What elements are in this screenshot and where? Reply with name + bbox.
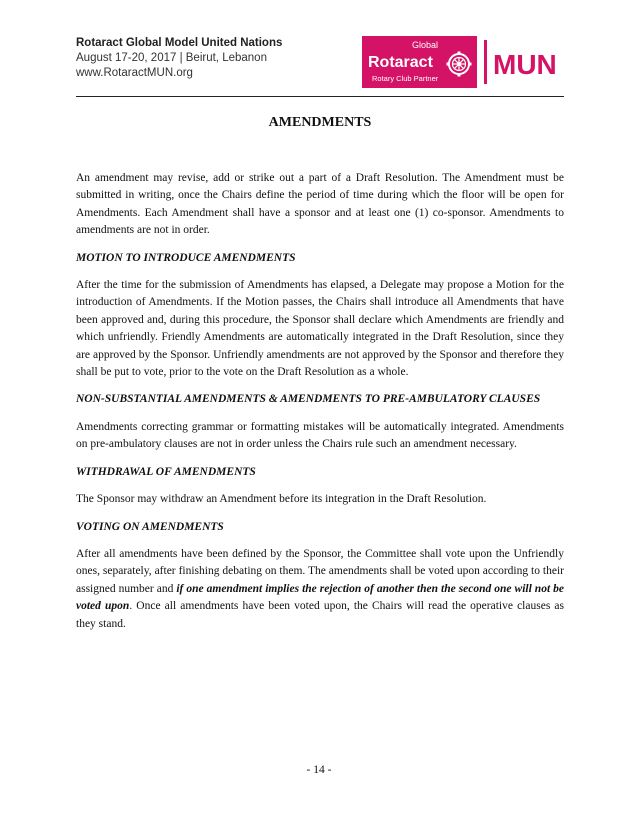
section-text-voting [76, 546, 564, 633]
rotaract-mun-logo [362, 36, 562, 88]
organization-info [76, 36, 282, 81]
page-title: AMENDMENTS [268, 115, 372, 130]
section-text-withdrawal: The Sponsor may withdraw an Amendment before its integration in the Draft Resolution. [76, 493, 487, 506]
section-text-motion: After the time for the submission of Amendments has elapsed, a Delegate may propose a Motion for the introduction of Amendments. If the Motion passes, the Chairs shall introduce all Amendments that have been approved and, during this procedure, the Sponsor shall declare which Amendments are friendly and which unfriendly. Friendly Amendments are automatically integrated in the Draft Resolution, since they are approved by the Sponsor. Unfriendly amendments are not approved by the Sponsor and therefore they shall be put to vote, prior to the vote on the Draft Resolution as a whole. [76, 279, 564, 379]
organization-name: Rotaract Global Model United Nations [76, 37, 283, 49]
header-divider [76, 96, 564, 97]
voting-text-emphasis: if one amendment implies the rejection of another then the second one will not be voted upon [76, 582, 564, 613]
section-heading-motion: MOTION TO INTRODUCE AMENDMENTS [76, 251, 296, 264]
logo-global-text: Global [412, 40, 439, 50]
website-link[interactable]: www.RotaractMUN.org [76, 67, 193, 79]
section-heading-non-substantial: NON-SUBSTANTIAL AMENDMENTS & AMENDMENTS TO PRE-AMBULATORY CLAUSES [76, 393, 541, 406]
event-date-location: August 17-20, 2017 | Beirut, Lebanon [76, 52, 267, 64]
intro-paragraph: An amendment may revise, add or strike out a part of a Draft Resolution. The Amendment must be submitted in writing, once the Chairs define the period of time during which the floor will be open for Amendments. Each Amendment shall have a sponsor and at least one (1) co-sponsor. Amendments to amendments are not in order. [76, 172, 564, 237]
section-heading-withdrawal: WITHDRAWAL OF AMENDMENTS [76, 465, 256, 478]
voting-text-part1: After all amendments have been defined by the Sponsor, the Committee shall vote upon the Unfriendly ones, separately, after finishing debating on them. The amendments shall be voted upon according to their assigned number and [76, 547, 564, 595]
page-number: - 14 - [306, 764, 332, 776]
document-body [76, 114, 564, 643]
logo-rotaract-text: Rotaract [368, 54, 433, 71]
section-heading-voting: VOTING ON AMENDMENTS [76, 520, 224, 533]
logo-mun-text: MUN [493, 49, 557, 80]
voting-text-part2: . Once all amendments have been voted upon, the Chairs will read the operative clauses as they stand. [76, 600, 564, 630]
page-header [76, 36, 564, 92]
logo-partner-text: Rotary Club Partner [372, 74, 439, 83]
section-text-non-substantial: Amendments correcting grammar or formatting mistakes will be automatically integrated. Amendments on pre-ambulatory clauses are not in order unless the Chairs rule such an amendment necessary. [76, 420, 564, 451]
